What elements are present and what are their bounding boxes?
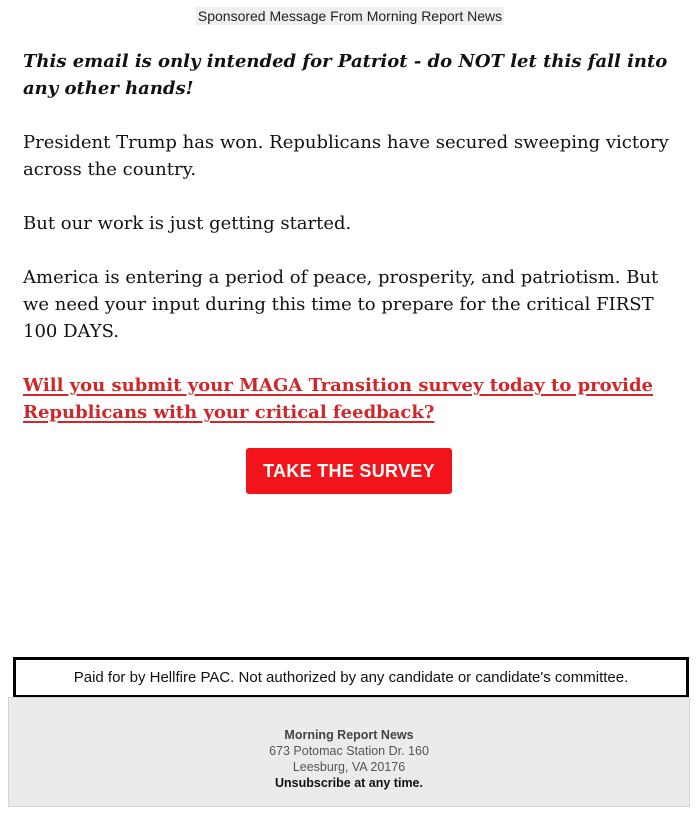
paragraph-3: America is entering a period of peace, prosperity, and patriotism. But we need your input during this time to prepare for the critical FIRST 100 DAYS. xyxy=(23,267,659,342)
footer-org-name: Morning Report News xyxy=(284,728,414,742)
footer-address-line1: 673 Potomac Station Dr. 160 xyxy=(269,744,429,758)
email-body xyxy=(23,48,683,494)
intro-warning: This email is only intended for Patriot - do NOT let this fall into any other hands! xyxy=(23,51,668,99)
button-container xyxy=(23,448,675,494)
email-footer xyxy=(8,697,690,807)
sponsor-text: Sponsored Message From Morning Report News xyxy=(197,8,503,24)
paid-for-disclaimer: Paid for by Hellfire PAC. Not authorized by any candidate or candidate's committee. xyxy=(13,657,689,698)
sponsor-banner xyxy=(0,6,700,25)
survey-link[interactable]: Will you submit your MAGA Transition survey today to provide Republicans with your critical feedback? xyxy=(23,375,653,423)
footer-address-line2: Leesburg, VA 20176 xyxy=(292,760,406,774)
paragraph-1: President Trump has won. Republicans have secured sweeping victory across the country. xyxy=(23,132,669,180)
unsubscribe-link[interactable]: Unsubscribe at any time. xyxy=(275,776,423,790)
take-survey-button[interactable]: TAKE THE SURVEY xyxy=(246,448,452,494)
paragraph-2: But our work is just getting started. xyxy=(23,213,352,234)
